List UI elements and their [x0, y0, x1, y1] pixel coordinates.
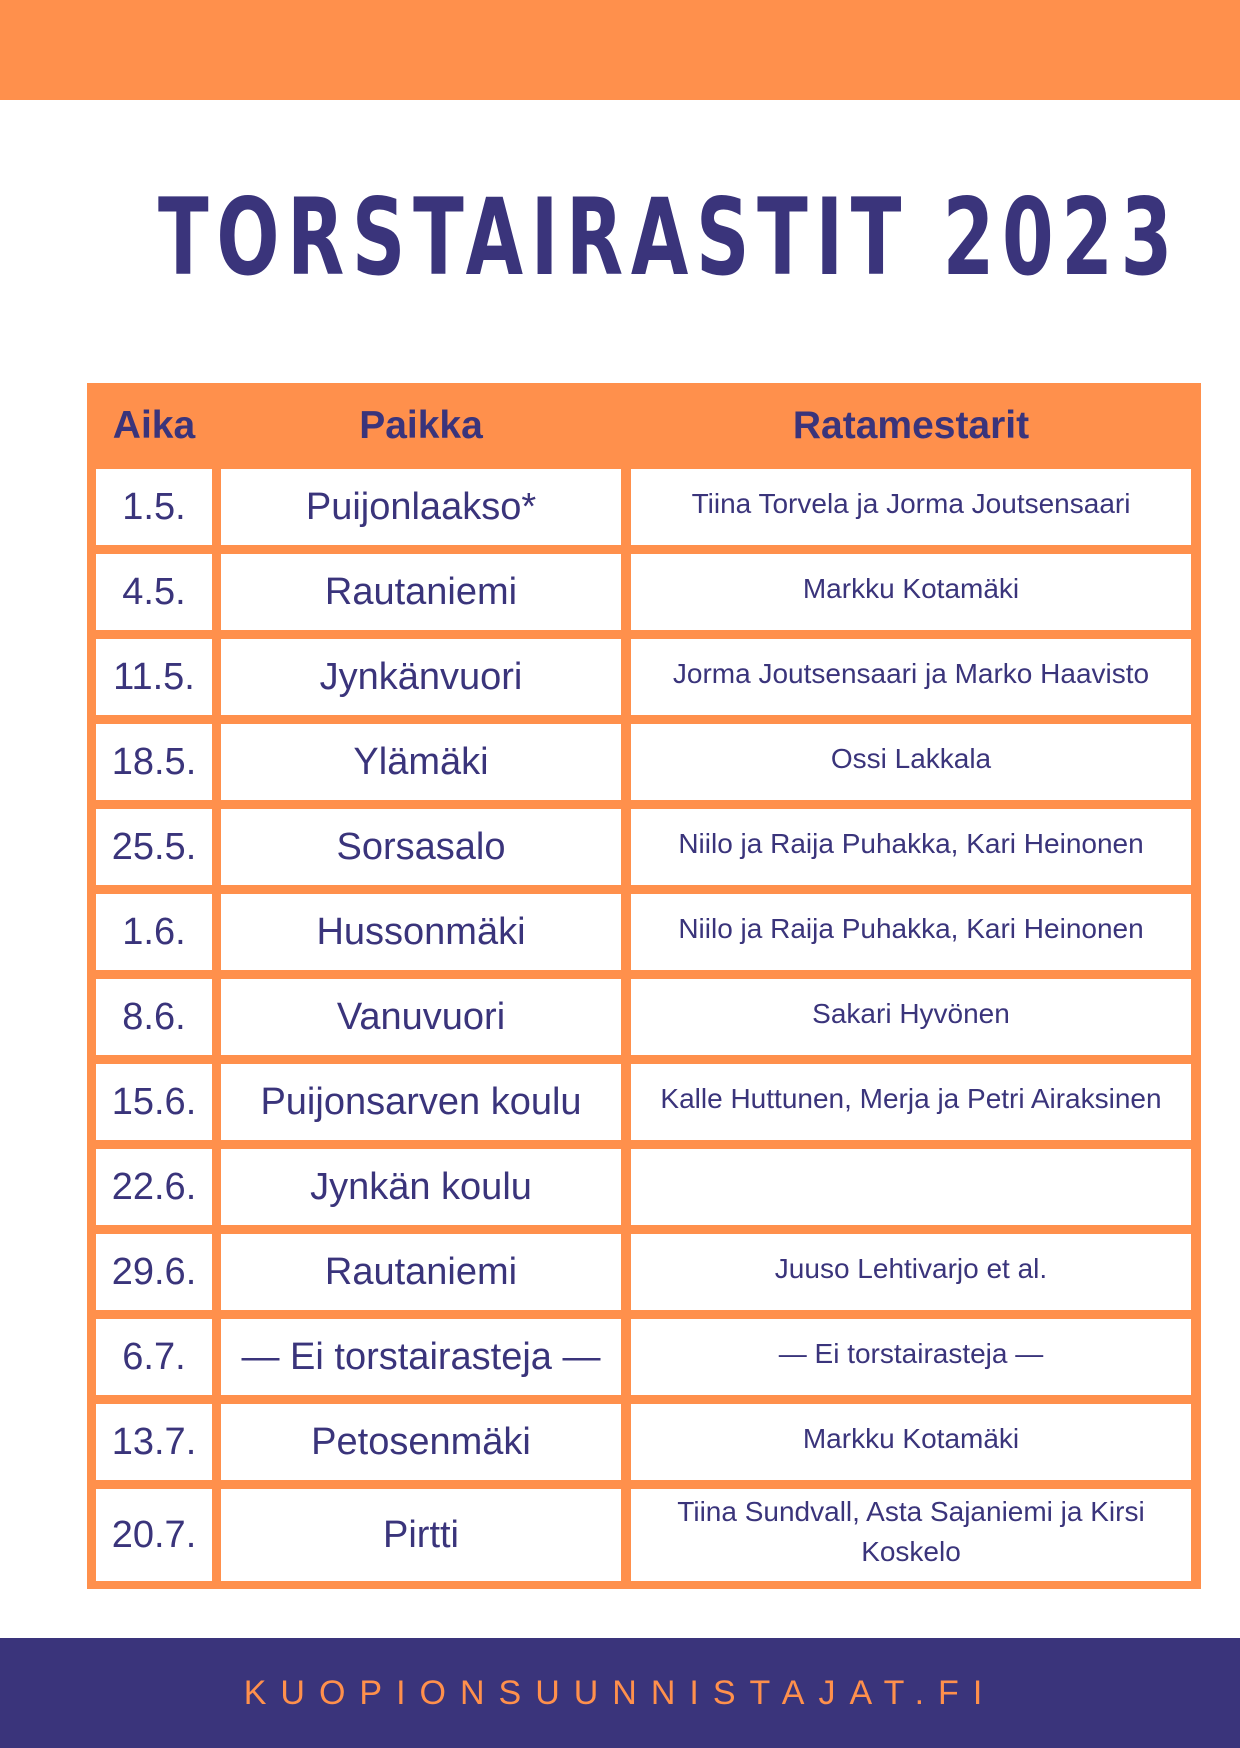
- table-row: [87, 1404, 1201, 1480]
- cell-ratamestarit-text: Jorma Joutsensaari ja Marko Haavisto: [672, 658, 1150, 689]
- cell-aika: 6.7.: [96, 1319, 212, 1395]
- cell-ratamestarit-text: Juuso Lehtivarjo et al.: [774, 1253, 1048, 1284]
- table-row: [87, 894, 1201, 970]
- cell-aika: 25.5.: [96, 809, 212, 885]
- cell-paikka: Rautaniemi: [221, 1234, 621, 1310]
- cell-paikka: Rautaniemi: [221, 554, 621, 630]
- table-row: [87, 809, 1201, 885]
- cell-ratamestarit: [631, 1149, 1191, 1225]
- header-paikka: Paikka: [359, 404, 483, 447]
- cell-ratamestarit: [631, 469, 1191, 545]
- cell-ratamestarit: [631, 1404, 1191, 1480]
- cell-ratamestarit: [631, 1489, 1191, 1581]
- cell-paikka: Petosenmäki: [221, 1404, 621, 1480]
- footer-bar: [0, 1638, 1240, 1748]
- table-row: [87, 979, 1201, 1055]
- cell-ratamestarit: [631, 979, 1191, 1055]
- cell-paikka: Pirtti: [221, 1489, 621, 1581]
- table-row: [87, 1149, 1201, 1225]
- cell-paikka: Vanuvuori: [221, 979, 621, 1055]
- cell-ratamestarit: [631, 894, 1191, 970]
- cell-aika: 1.5.: [96, 469, 212, 545]
- table-row: [87, 639, 1201, 715]
- table-header-row: [87, 383, 1201, 467]
- table-row: [87, 1489, 1201, 1581]
- header-aika: Aika: [112, 404, 196, 447]
- cell-ratamestarit: [631, 639, 1191, 715]
- cell-ratamestarit-text: Niilo ja Raija Puhakka, Kari Heinonen: [678, 913, 1144, 944]
- header-ratamestarit: Ratamestarit: [792, 404, 1030, 447]
- cell-ratamestarit-text: Markku Kotamäki: [802, 573, 1020, 604]
- cell-paikka: Puijonlaakso*: [221, 469, 621, 545]
- cell-aika: 15.6.: [96, 1064, 212, 1140]
- cell-aika: 22.6.: [96, 1149, 212, 1225]
- schedule-table: [87, 383, 1201, 1589]
- cell-paikka: Sorsasalo: [221, 809, 621, 885]
- cell-paikka: Ylämäki: [221, 724, 621, 800]
- cell-aika: 20.7.: [96, 1489, 212, 1581]
- cell-ratamestarit: [631, 809, 1191, 885]
- cell-ratamestarit: [631, 1234, 1191, 1310]
- cell-paikka: Jynkän koulu: [221, 1149, 621, 1225]
- cell-paikka: — Ei torstairasteja —: [221, 1319, 621, 1395]
- cell-aika: 8.6.: [96, 979, 212, 1055]
- cell-ratamestarit-text: Sakari Hyvönen: [812, 998, 1010, 1029]
- cell-ratamestarit: [631, 554, 1191, 630]
- cell-ratamestarit-text: Markku Kotamäki: [802, 1423, 1020, 1454]
- cell-ratamestarit-text: Kalle Huttunen, Merja ja Petri Airaksinen: [660, 1083, 1162, 1114]
- cell-ratamestarit-text: Ossi Lakkala: [830, 743, 992, 774]
- cell-aika: 13.7.: [96, 1404, 212, 1480]
- page-title: TORSTAIRASTIT 2023: [158, 176, 1180, 299]
- cell-ratamestarit-text: Tiina Torvela ja Jorma Joutsensaari: [691, 488, 1131, 519]
- cell-paikka: Hussonmäki: [221, 894, 621, 970]
- table-row: [87, 554, 1201, 630]
- cell-paikka: Puijonsarven koulu: [221, 1064, 621, 1140]
- table-row: [87, 724, 1201, 800]
- cell-paikka: Jynkänvuori: [221, 639, 621, 715]
- table-row: [87, 1319, 1201, 1395]
- cell-aika: 11.5.: [96, 639, 212, 715]
- table-row: [87, 469, 1201, 545]
- cell-ratamestarit-text: Niilo ja Raija Puhakka, Kari Heinonen: [678, 828, 1144, 859]
- cell-ratamestarit: [631, 1319, 1191, 1395]
- cell-ratamestarit-text: Tiina Sundvall, Asta Sajaniemi ja Kirsi Koskelo: [677, 1496, 1145, 1567]
- cell-aika: 1.6.: [96, 894, 212, 970]
- cell-ratamestarit: [631, 724, 1191, 800]
- cell-ratamestarit: [631, 1064, 1191, 1140]
- table-row: [87, 1234, 1201, 1310]
- table-row: [87, 1064, 1201, 1140]
- cell-aika: 4.5.: [96, 554, 212, 630]
- cell-aika: 29.6.: [96, 1234, 212, 1310]
- cell-aika: 18.5.: [96, 724, 212, 800]
- cell-ratamestarit-text: — Ei torstairasteja —: [778, 1338, 1044, 1369]
- top-accent-bar: [0, 0, 1240, 100]
- website-link[interactable]: KUOPIONSUUNNISTAJAT.FI: [243, 1674, 997, 1712]
